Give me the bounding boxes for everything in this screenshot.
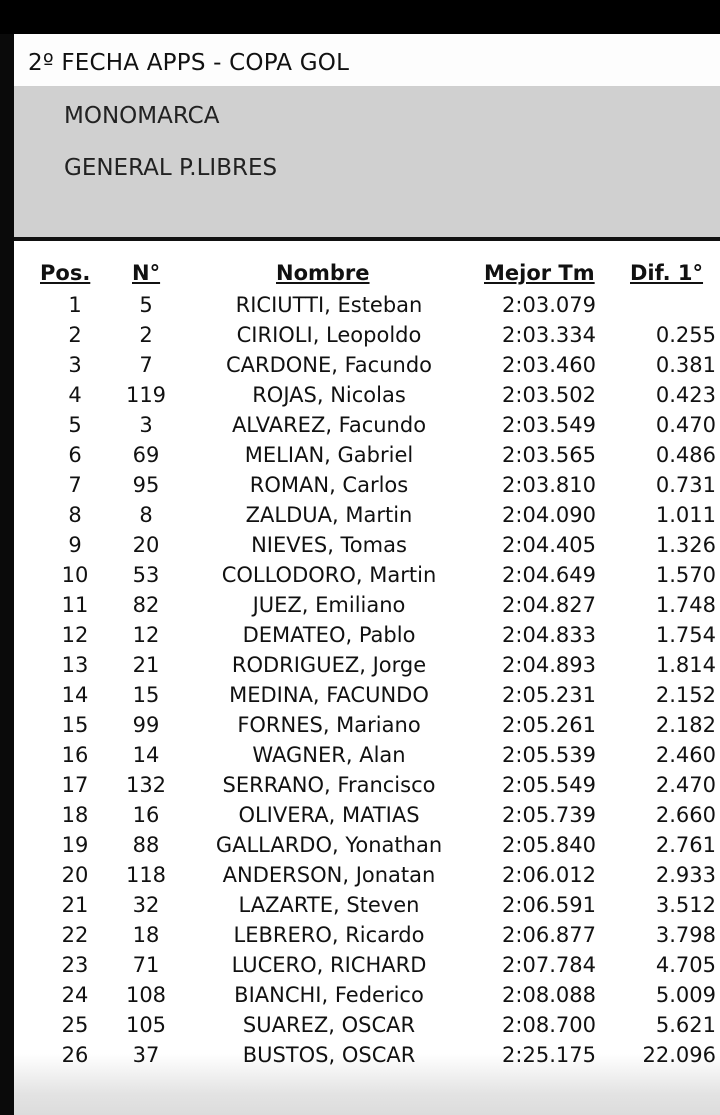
cell-pos: 10 bbox=[61, 563, 89, 587]
cell-num: 21 bbox=[132, 653, 160, 677]
table-row bbox=[14, 410, 720, 440]
cell-diff: 2.152 bbox=[655, 683, 716, 707]
table-row bbox=[14, 860, 720, 890]
cell-best-time: 2:03.810 bbox=[502, 473, 596, 497]
cell-pos: 14 bbox=[61, 683, 89, 707]
cell-diff: 5.621 bbox=[655, 1013, 716, 1037]
cell-diff: 2.460 bbox=[655, 743, 716, 767]
table-row bbox=[14, 350, 720, 380]
header-pos: Pos. bbox=[40, 261, 91, 285]
cell-pos: 16 bbox=[61, 743, 89, 767]
cell-num: 2 bbox=[139, 323, 153, 347]
cell-num: 99 bbox=[132, 713, 160, 737]
cell-diff: 0.255 bbox=[655, 323, 716, 347]
cell-best-time: 2:05.840 bbox=[502, 833, 596, 857]
cell-best-time: 2:04.405 bbox=[502, 533, 596, 557]
cell-best-time: 2:05.549 bbox=[502, 773, 596, 797]
cell-best-time: 2:08.700 bbox=[502, 1013, 596, 1037]
cell-diff: 2.933 bbox=[655, 863, 716, 887]
table-row bbox=[14, 710, 720, 740]
cell-best-time: 2:03.502 bbox=[502, 383, 596, 407]
cell-name: COLLODORO, Martin bbox=[221, 563, 437, 587]
cell-name: JUEZ, Emiliano bbox=[252, 593, 406, 617]
table-row bbox=[14, 590, 720, 620]
cell-diff: 3.798 bbox=[655, 923, 716, 947]
table-row bbox=[14, 530, 720, 560]
cell-best-time: 2:06.591 bbox=[502, 893, 596, 917]
table-row bbox=[14, 560, 720, 590]
cell-name: SERRANO, Francisco bbox=[222, 773, 436, 797]
cell-best-time: 2:03.565 bbox=[502, 443, 596, 467]
cell-best-time: 2:06.012 bbox=[502, 863, 596, 887]
cell-pos: 15 bbox=[61, 713, 89, 737]
cell-name: LAZARTE, Steven bbox=[238, 893, 420, 917]
cell-num: 69 bbox=[132, 443, 160, 467]
cell-name: CIRIOLI, Leopoldo bbox=[236, 323, 422, 347]
table-row bbox=[14, 920, 720, 950]
cell-num: 7 bbox=[139, 353, 153, 377]
cell-pos: 23 bbox=[61, 953, 89, 977]
cell-best-time: 2:07.784 bbox=[502, 953, 596, 977]
cell-pos: 8 bbox=[68, 503, 82, 527]
table-row bbox=[14, 950, 720, 980]
header-diff: Dif. 1° bbox=[630, 261, 704, 285]
cell-name: RODRIGUEZ, Jorge bbox=[231, 653, 427, 677]
table-row bbox=[14, 320, 720, 350]
cell-diff: 1.011 bbox=[655, 503, 716, 527]
header-name: Nombre bbox=[276, 261, 370, 285]
cell-diff: 22.096 bbox=[642, 1043, 716, 1067]
cell-diff: 1.754 bbox=[655, 623, 716, 647]
cell-name: BUSTOS, OSCAR bbox=[242, 1043, 416, 1067]
cell-diff: 0.470 bbox=[655, 413, 716, 437]
cell-best-time: 2:04.893 bbox=[502, 653, 596, 677]
cell-diff: 2.182 bbox=[655, 713, 716, 737]
results-table bbox=[14, 256, 720, 1070]
cell-diff: 1.570 bbox=[655, 563, 716, 587]
cell-num: 88 bbox=[132, 833, 160, 857]
table-row bbox=[14, 290, 720, 320]
table-row bbox=[14, 1010, 720, 1040]
cell-pos: 20 bbox=[61, 863, 89, 887]
cell-pos: 2 bbox=[68, 323, 82, 347]
cell-pos: 6 bbox=[68, 443, 82, 467]
table-row bbox=[14, 800, 720, 830]
table-row bbox=[14, 440, 720, 470]
cell-diff: 0.486 bbox=[655, 443, 716, 467]
cell-num: 119 bbox=[125, 383, 167, 407]
cell-num: 20 bbox=[132, 533, 160, 557]
cell-pos: 11 bbox=[61, 593, 89, 617]
cell-pos: 25 bbox=[61, 1013, 89, 1037]
cell-best-time: 2:25.175 bbox=[502, 1043, 596, 1067]
cell-best-time: 2:04.649 bbox=[502, 563, 596, 587]
cell-name: ALVAREZ, Facundo bbox=[231, 413, 427, 437]
cell-diff: 5.009 bbox=[655, 983, 716, 1007]
cell-diff: 1.814 bbox=[655, 653, 716, 677]
table-row bbox=[14, 650, 720, 680]
cell-pos: 5 bbox=[68, 413, 82, 437]
cell-pos: 7 bbox=[68, 473, 82, 497]
cell-pos: 12 bbox=[61, 623, 89, 647]
cell-pos: 13 bbox=[61, 653, 89, 677]
cell-name: GALLARDO, Yonathan bbox=[215, 833, 443, 857]
cell-num: 108 bbox=[125, 983, 167, 1007]
cell-diff: 0.423 bbox=[655, 383, 716, 407]
cell-num: 16 bbox=[132, 803, 160, 827]
cell-best-time: 2:04.827 bbox=[502, 593, 596, 617]
cell-name: RICIUTTI, Esteban bbox=[235, 293, 423, 317]
cell-num: 3 bbox=[139, 413, 153, 437]
cell-pos: 17 bbox=[61, 773, 89, 797]
cell-diff: 2.761 bbox=[655, 833, 716, 857]
table-header-row bbox=[14, 256, 720, 290]
cell-pos: 9 bbox=[68, 533, 82, 557]
cell-best-time: 2:03.334 bbox=[502, 323, 596, 347]
cell-best-time: 2:06.877 bbox=[502, 923, 596, 947]
cell-best-time: 2:05.539 bbox=[502, 743, 596, 767]
event-title-bar bbox=[14, 34, 720, 87]
cell-pos: 3 bbox=[68, 353, 82, 377]
cell-name: ROMAN, Carlos bbox=[249, 473, 409, 497]
cell-name: WAGNER, Alan bbox=[252, 743, 406, 767]
cell-best-time: 2:05.231 bbox=[502, 683, 596, 707]
cell-best-time: 2:05.261 bbox=[502, 713, 596, 737]
cell-name: CARDONE, Facundo bbox=[225, 353, 432, 377]
cell-name: LEBRERO, Ricardo bbox=[233, 923, 425, 947]
table-row bbox=[14, 620, 720, 650]
session-header bbox=[14, 87, 720, 241]
table-row bbox=[14, 770, 720, 800]
cell-pos: 22 bbox=[61, 923, 89, 947]
cell-num: 8 bbox=[139, 503, 153, 527]
cell-num: 71 bbox=[132, 953, 160, 977]
cell-name: MELIAN, Gabriel bbox=[244, 443, 414, 467]
cell-diff: 0.731 bbox=[655, 473, 716, 497]
cell-best-time: 2:05.739 bbox=[502, 803, 596, 827]
cell-name: DEMATEO, Pablo bbox=[242, 623, 416, 647]
cell-num: 95 bbox=[132, 473, 160, 497]
cell-name: MEDINA, FACUNDO bbox=[229, 683, 429, 707]
cell-num: 82 bbox=[132, 593, 160, 617]
cell-num: 53 bbox=[132, 563, 160, 587]
session-label: GENERAL P.LIBRES bbox=[64, 155, 278, 181]
event-title: 2º FECHA APPS - COPA GOL bbox=[28, 50, 350, 76]
cell-num: 105 bbox=[125, 1013, 167, 1037]
cell-num: 5 bbox=[139, 293, 153, 317]
cell-name: ROJAS, Nicolas bbox=[252, 383, 406, 407]
cell-name: OLIVERA, MATIAS bbox=[238, 803, 420, 827]
cell-best-time: 2:03.079 bbox=[502, 293, 596, 317]
cell-diff: 2.470 bbox=[655, 773, 716, 797]
cell-num: 32 bbox=[132, 893, 160, 917]
table-row bbox=[14, 680, 720, 710]
cell-diff: 1.326 bbox=[655, 533, 716, 557]
cell-name: ZALDUA, Martin bbox=[245, 503, 413, 527]
cell-best-time: 2:03.460 bbox=[502, 353, 596, 377]
table-row bbox=[14, 380, 720, 410]
cell-pos: 21 bbox=[61, 893, 89, 917]
table-row bbox=[14, 890, 720, 920]
header-best-time: Mejor Tm bbox=[484, 261, 595, 285]
cell-num: 15 bbox=[132, 683, 160, 707]
cell-pos: 4 bbox=[68, 383, 82, 407]
cell-num: 132 bbox=[125, 773, 167, 797]
cell-pos: 24 bbox=[61, 983, 89, 1007]
cell-num: 37 bbox=[132, 1043, 160, 1067]
cell-num: 12 bbox=[132, 623, 160, 647]
cell-name: FORNES, Mariano bbox=[237, 713, 421, 737]
cell-name: SUAREZ, OSCAR bbox=[242, 1013, 416, 1037]
cell-name: ANDERSON, Jonatan bbox=[222, 863, 436, 887]
cell-diff: 1.748 bbox=[655, 593, 716, 617]
cell-best-time: 2:04.833 bbox=[502, 623, 596, 647]
results-sheet bbox=[14, 34, 720, 1115]
cell-name: BIANCHI, Federico bbox=[234, 983, 424, 1007]
cell-name: LUCERO, RICHARD bbox=[231, 953, 427, 977]
cell-diff: 3.512 bbox=[655, 893, 716, 917]
cell-diff: 2.660 bbox=[655, 803, 716, 827]
cell-name: NIEVES, Tomas bbox=[251, 533, 407, 557]
cell-pos: 18 bbox=[61, 803, 89, 827]
table-row bbox=[14, 830, 720, 860]
table-row bbox=[14, 740, 720, 770]
cell-best-time: 2:04.090 bbox=[502, 503, 596, 527]
cell-best-time: 2:08.088 bbox=[502, 983, 596, 1007]
category-label: MONOMARCA bbox=[64, 103, 220, 129]
cell-pos: 26 bbox=[61, 1043, 89, 1067]
cell-num: 118 bbox=[125, 863, 167, 887]
cell-diff: 4.705 bbox=[655, 953, 716, 977]
table-body bbox=[14, 290, 720, 1070]
cell-num: 18 bbox=[132, 923, 160, 947]
header-num: N° bbox=[132, 261, 161, 285]
cell-best-time: 2:03.549 bbox=[502, 413, 596, 437]
cell-pos: 1 bbox=[68, 293, 82, 317]
top-black-bar bbox=[0, 0, 720, 34]
table-row bbox=[14, 980, 720, 1010]
table-row bbox=[14, 470, 720, 500]
cell-num: 14 bbox=[132, 743, 160, 767]
table-row bbox=[14, 500, 720, 530]
cell-pos: 19 bbox=[61, 833, 89, 857]
cell-diff: 0.381 bbox=[655, 353, 716, 377]
table-row bbox=[14, 1040, 720, 1070]
